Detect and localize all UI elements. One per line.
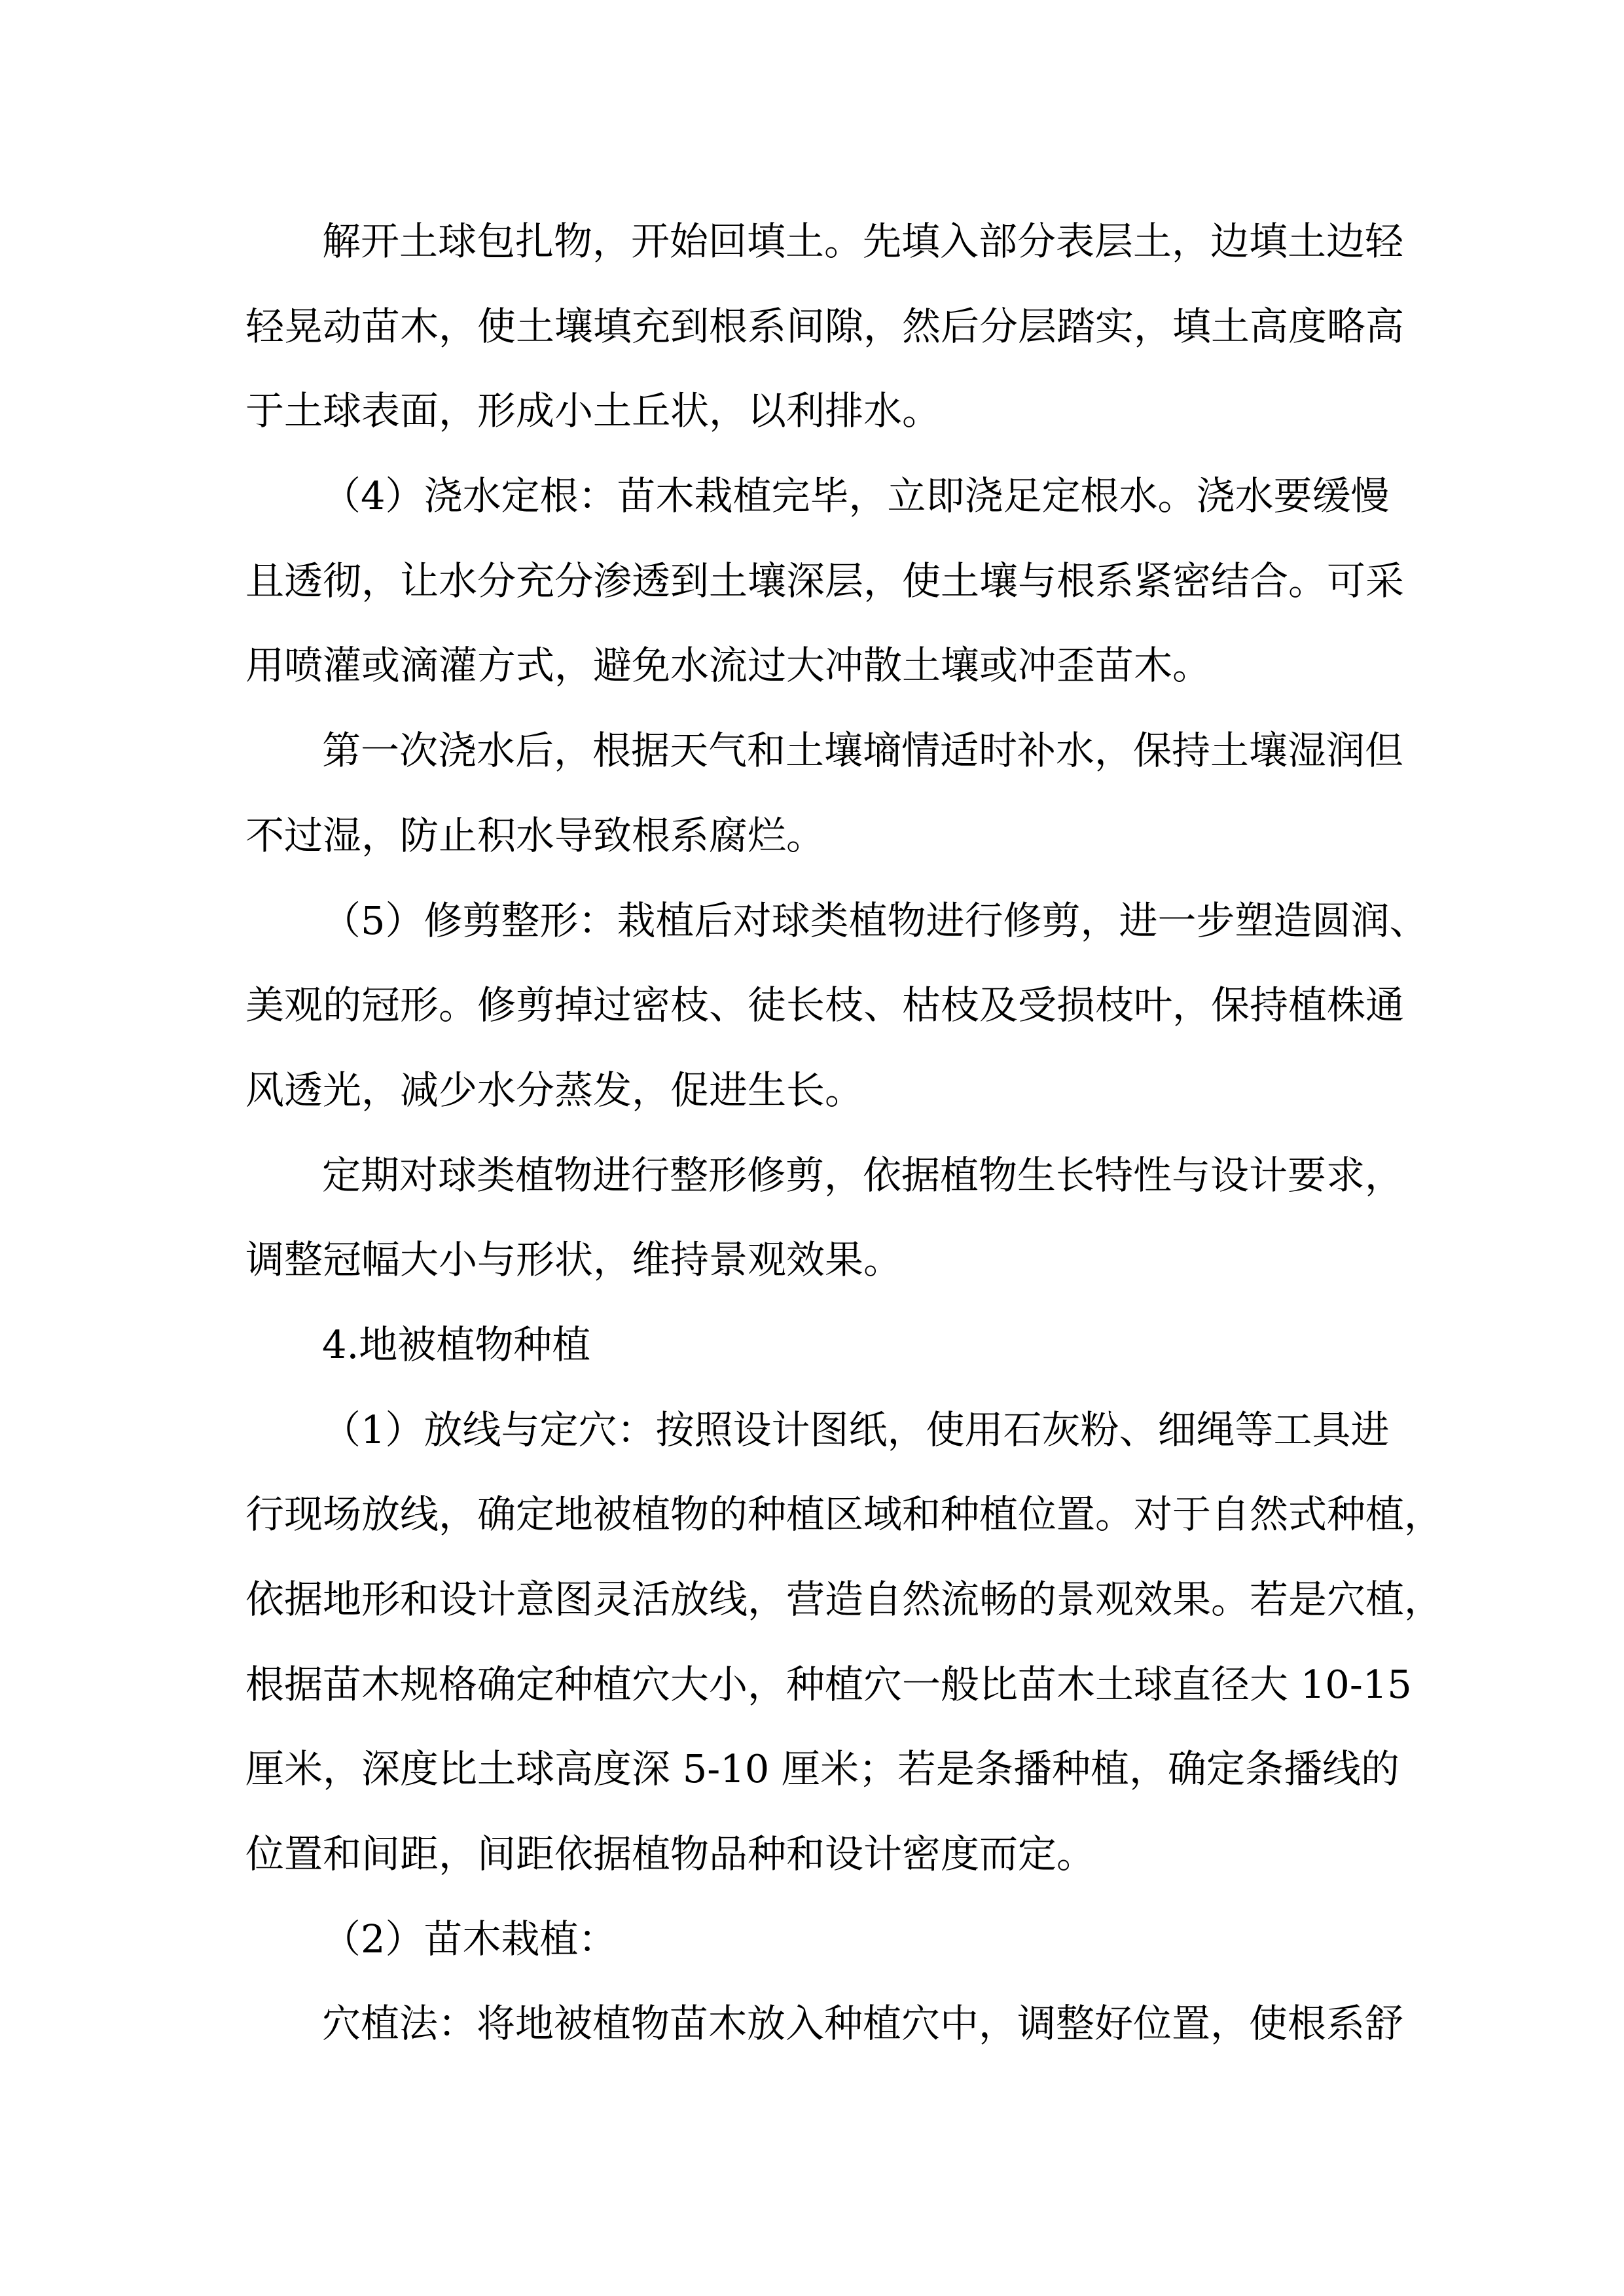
paragraph [245, 1981, 1404, 2066]
body-text [245, 199, 1443, 2066]
text-line: （2）苗木栽植： [322, 1916, 617, 1962]
paragraph [245, 454, 1405, 708]
paragraph [245, 199, 1405, 454]
text-line: 于土球表面，形成小土丘状，以利排水。 [245, 388, 941, 434]
paragraph [245, 1302, 1377, 1388]
text-line: 定期对球类植物进行整形修剪，依据植物生长特性与设计要求， [322, 1152, 1404, 1198]
text-line: 第一次浇水后，根据天气和土壤墒情适时补水，保持土壤湿润但 [322, 728, 1404, 774]
text-line: （4）浇水定根：苗木栽植完毕，立即浇足定根水。浇水要缓慢 [322, 473, 1390, 519]
paragraph [245, 708, 1404, 878]
text-line: （1）放线与定穴：按照设计图纸，使用石灰粉、细绳等工具进 [322, 1407, 1390, 1452]
text-line: 用喷灌或滴灌方式，避免水流过大冲散土壤或冲歪苗木。 [245, 643, 1212, 689]
paragraph [245, 1388, 1443, 1897]
text-line: 厘米，深度比土球高度深 5-10 厘米；若是条播种植，确定条播线的 [245, 1746, 1400, 1792]
text-line: 不过湿，防止积水导致根系腐烂。 [245, 812, 825, 858]
text-line: 解开土球包扎物，开始回填土。先填入部分表层土，边填土边轻 [322, 219, 1404, 264]
text-line: 美观的冠形。修剪掉过密枝、徒长枝、枯枝及受损枝叶，保持植株通 [245, 982, 1405, 1028]
paragraph [245, 1897, 1377, 1982]
text-line: 行现场放线，确定地被植物的种植区域和种植位置。对于自然式种植， [245, 1492, 1443, 1537]
text-line: 且透彻，让水分充分渗透到土壤深层，使土壤与根系紧密结合。可采 [245, 558, 1405, 603]
text-line: 轻晃动苗木，使土壤填充到根系间隙，然后分层踏实，填土高度略高 [245, 303, 1405, 349]
text-line: 风透光，减少水分蒸发，促进生长。 [245, 1067, 864, 1113]
paragraph [245, 1133, 1404, 1302]
text-line: 调整冠幅大小与形状，维持景观效果。 [245, 1237, 903, 1283]
text-line: 位置和间距，间距依据植物品种和设计密度而定。 [245, 1831, 1096, 1877]
text-line: 依据地形和设计意图灵活放线，营造自然流畅的景观效果。若是穴植， [245, 1577, 1443, 1622]
paragraph [245, 878, 1428, 1133]
text-line: 根据苗木规格确定种植穴大小，种植穴一般比苗木土球直径大 10-15 [245, 1661, 1412, 1707]
text-line: 4.地被植物种植 [322, 1321, 591, 1367]
text-line: 穴植法：将地被植物苗木放入种植穴中，调整好位置，使根系舒 [322, 2001, 1404, 2047]
text-line: （5）修剪整形：栽植后对球类植物进行修剪，进一步塑造圆润、 [322, 897, 1428, 943]
